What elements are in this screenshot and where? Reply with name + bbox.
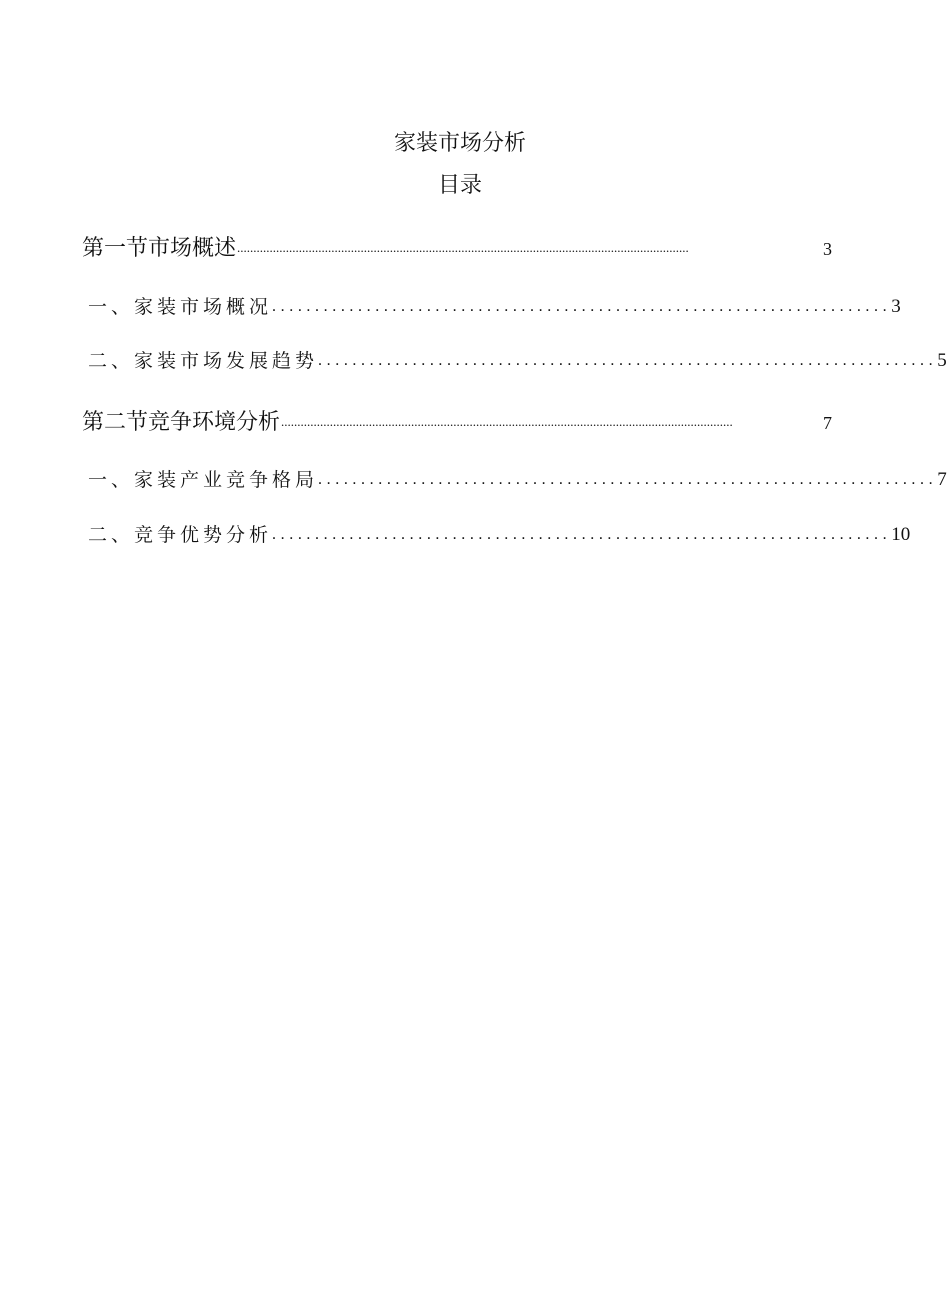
document-title: 家装市场分析	[393, 131, 526, 156]
toc-entry-section-1[interactable]	[82, 234, 832, 264]
toc-heading: 目录	[437, 173, 482, 198]
toc-entry-section-2[interactable]	[82, 408, 832, 438]
toc-entry-label: 第一节市场概述	[82, 236, 237, 261]
toc-entry-section-1-2[interactable]	[88, 347, 947, 375]
dot-leader: ........................................................................	[318, 352, 938, 369]
toc-page-number: 7	[823, 413, 832, 433]
toc-entry-label: 二、家装市场发展趋势	[88, 350, 319, 372]
toc-entry-label: 一、家装市场概况	[88, 296, 273, 318]
toc-page-number: 10	[891, 524, 911, 545]
toc-entry-label: 二、竞争优势分析	[88, 524, 273, 546]
toc-page-number: 3	[891, 296, 901, 317]
dot-leader: ........................................................................	[272, 526, 892, 543]
dot-leader: ...........................................................................................................................................	[281, 414, 733, 429]
toc-page-number: 7	[937, 469, 947, 490]
toc-entry-section-2-1[interactable]	[88, 466, 947, 494]
toc-entry-section-1-1[interactable]	[88, 293, 901, 321]
toc-entry-label: 第二节竞争环境分析	[82, 410, 281, 435]
toc-page-number: 5	[937, 350, 947, 371]
dot-leader: ........................................................................	[272, 298, 892, 315]
dot-leader: ........................................................................	[318, 471, 938, 488]
toc-page-number: 3	[823, 239, 832, 259]
dot-leader: ...........................................................................................................................................	[237, 240, 689, 255]
toc-entry-label: 一、家装产业竞争格局	[88, 469, 319, 491]
toc-entry-section-2-2[interactable]	[88, 521, 911, 549]
